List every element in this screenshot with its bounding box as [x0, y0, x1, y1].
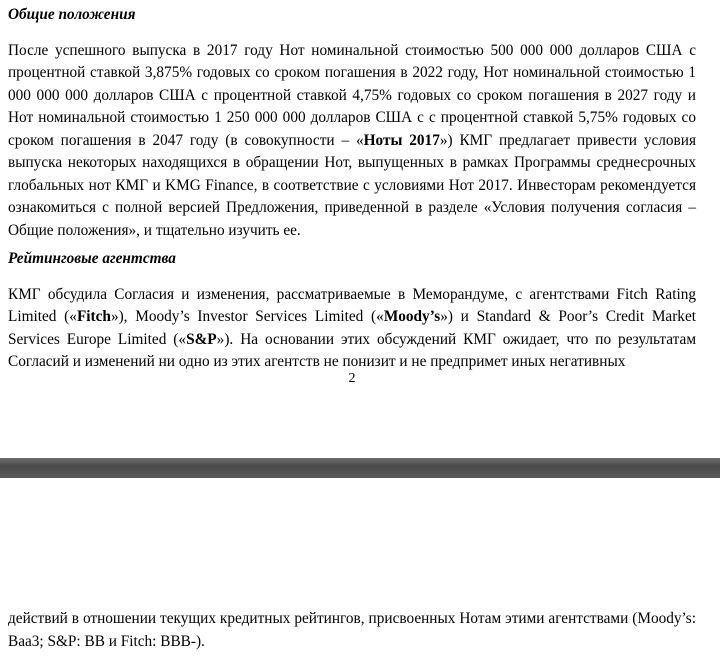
text-run: ») КМГ предлагает привести условия выпуска некоторых находящихся в обращении Нот, выпущенных в рамках Программы среднесрочных глобальных нот КМГ и KMG Finance, в соответствие с условиями Нот 2017. Инвесторам рекомендуется ознакомиться с полной версией Предложения, приведенной в разделе «Условия получения согласия – Общие положения», и тщательно изучить ее. [8, 131, 696, 239]
section-heading-rating-agencies: Рейтинговые агентства [8, 250, 176, 267]
text-run: После успешного выпуска в 2017 году Нот номинальной стоимостью 500 000 000 долларов США с процентной ставкой 3,875% годовых со сроком погашения в 2022 году, Нот номинальной стоимостью 1 000 000 000 долларов США с процентной ставкой 4,75% годовых со сроком погашения в 2027 году и Нот номинальной стоимостью 1 250 000 000 долларов США с с процентной ставкой 5,75% годовых со сроком погашения в 2047 году (в совокупности – « [8, 41, 696, 149]
bold-term: Moody’s [383, 308, 441, 325]
paragraph-general [8, 40, 696, 243]
text-run: »), Moody’s Investor Services Limited (« [110, 308, 384, 325]
text-run: КМГ обсудила Согласия и изменения, рассматриваемые в Меморандуме, с агентствами Fitch Rating Limited (« [8, 285, 696, 325]
bold-term: Ноты 2017 [363, 131, 440, 149]
bold-term: Fitch [76, 308, 111, 325]
paragraph-rating-agencies [8, 284, 696, 374]
page-content [8, 4, 696, 380]
section-heading-general: Общие положения [8, 6, 136, 23]
text-run: ») и Standard & Poor’s Credit Market Services Europe Limited (« [8, 308, 696, 348]
text-run: »). На основании этих обсуждений КМГ ожидает, что по результатам Согласий и изменений ни одно из этих агентств не понизит и не предпримет иных негативных [8, 330, 697, 370]
page-number: 2 [348, 371, 356, 386]
page-separator [0, 458, 720, 478]
paragraph-continuation: действий в отношении текущих кредитных рейтингов, присвоенных Нотам этими агентствами (Moody’s: Baa3; S&P: BB и Fitch: BBB-). [8, 610, 696, 650]
bold-term: S&P [186, 330, 217, 348]
